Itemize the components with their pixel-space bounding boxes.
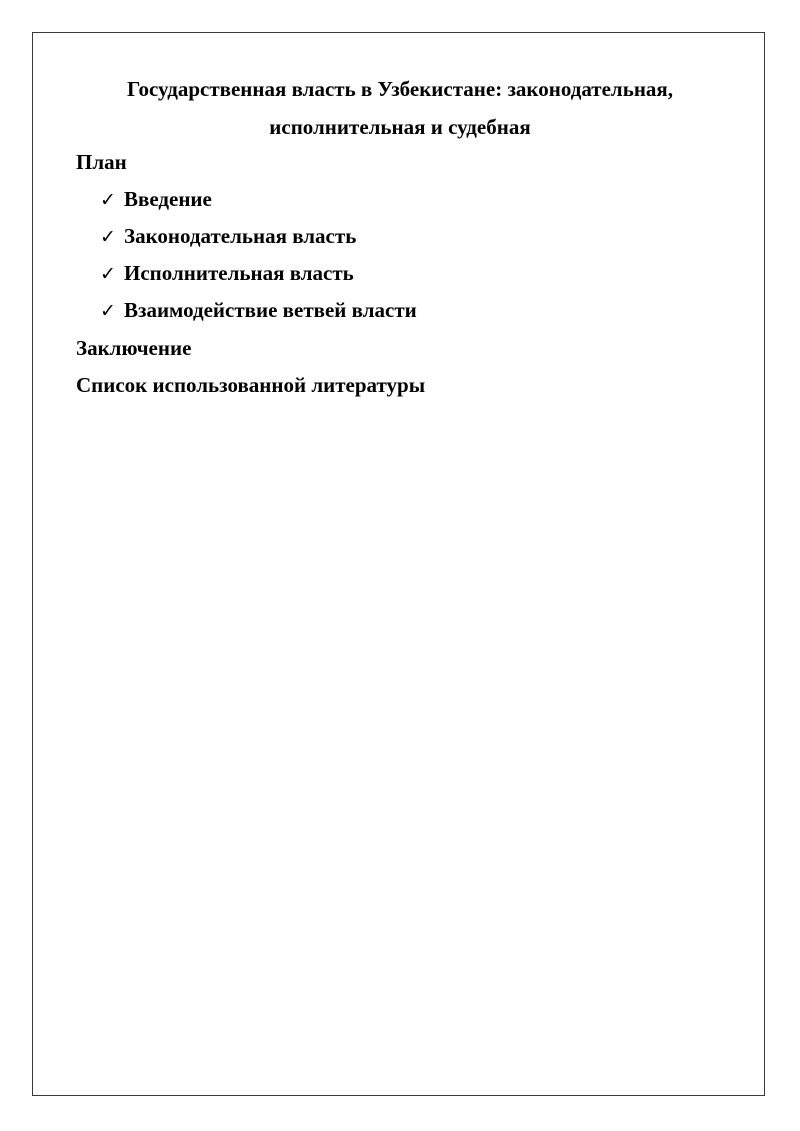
plan-item-label: Взаимодействие ветвей власти xyxy=(124,298,417,322)
checkmark-icon: ✓ xyxy=(100,225,116,248)
plan-item-introduction xyxy=(100,181,417,218)
document-title-line-1: Государственная власть в Узбекистане: законодательная, xyxy=(126,77,674,101)
plan-list xyxy=(100,181,417,329)
checkmark-icon: ✓ xyxy=(100,188,116,211)
conclusion-heading: Заключение xyxy=(76,336,192,360)
plan-heading: План xyxy=(76,150,127,174)
references-heading: Список использованной литературы xyxy=(76,373,426,397)
plan-item-label: Исполнительная власть xyxy=(124,261,354,285)
plan-item-branches-interaction xyxy=(100,292,417,329)
checkmark-icon: ✓ xyxy=(100,299,116,322)
plan-item-label: Введение xyxy=(124,187,212,211)
document-title-line-2: исполнительная и судебная xyxy=(269,115,531,139)
checkmark-icon: ✓ xyxy=(100,262,116,285)
plan-item-executive-power xyxy=(100,255,417,292)
plan-item-label: Законодательная власть xyxy=(124,224,357,248)
plan-item-legislative-power xyxy=(100,218,417,255)
